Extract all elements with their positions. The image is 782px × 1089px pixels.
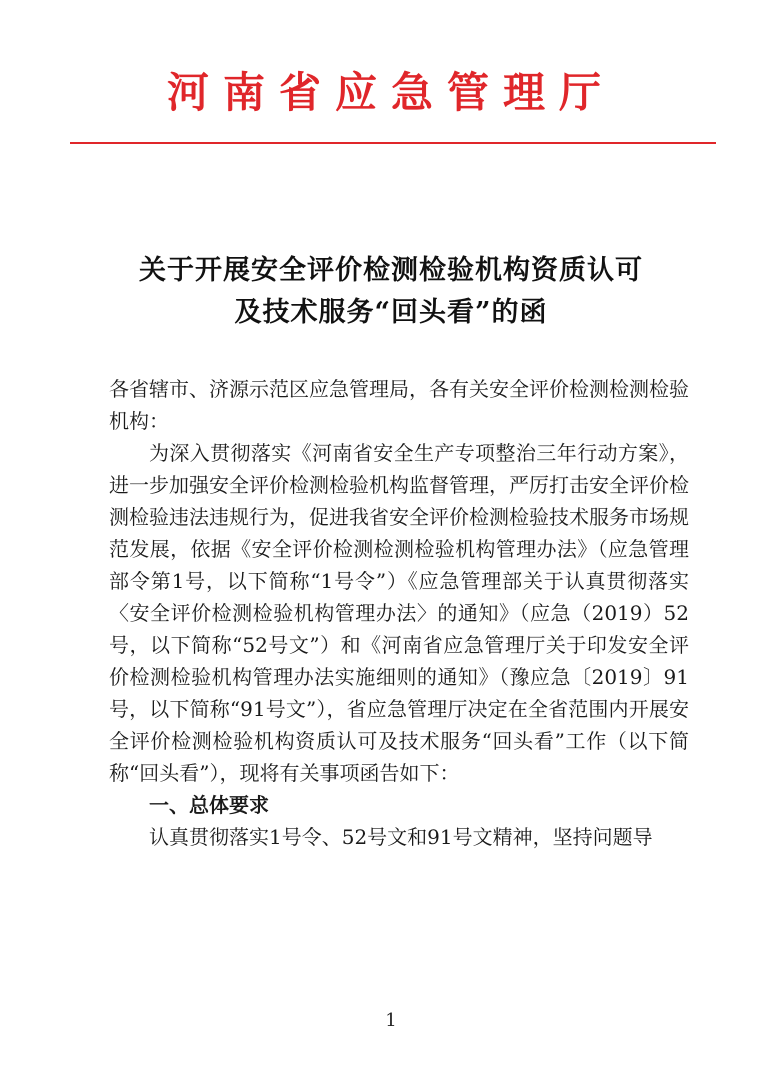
page-number: 1 — [385, 1010, 397, 1031]
salutation: 各省辖市、济源示范区应急管理局，各有关安全评价检测检测检验机构： — [109, 377, 689, 433]
section-1-text: 认真贯彻落实1号令、52号文和91号文精神，坚持问题导 — [149, 825, 653, 849]
org-header: 河南省应急管理厅 — [166, 68, 615, 117]
document-title-line2: 及技术服务“回头看”的函 — [234, 297, 548, 328]
section-1-heading: 一、总体要求 — [149, 793, 269, 817]
paragraph-1: 为深入贯彻落实《河南省安全生产专项整治三年行动方案》，进一步加强安全评价检测检验机构监督管理，严厉打击安全评价检测检验违法违规行为，促进我省安全评价检测检验技术服务市场规范发展，依据《安全评价检测检测检验机构管理办法》（应急管理部令第1号，以下简称“1号令”）《应急管理部关于认真贯彻落实〈安全评价检测检验机构管理办法〉的通知》（应急（2019）52号，以下简称“52号文”）和《河南省应急管理厅关于印发安全评价检测检验机构管理办法实施细则的通知》（豫应急〔2019〕91号，以下简称“91号文”），省应急管理厅决定在全省范围内开展安全评价检测检验机构资质认可及技术服务“回头看”工作（以下简称“回头看”），现将有关事项函告如下： — [109, 441, 689, 785]
document-body — [109, 373, 689, 853]
header-red-rule — [70, 142, 716, 144]
document-title-line1: 关于开展安全评价检测检验机构资质认可 — [139, 255, 643, 286]
